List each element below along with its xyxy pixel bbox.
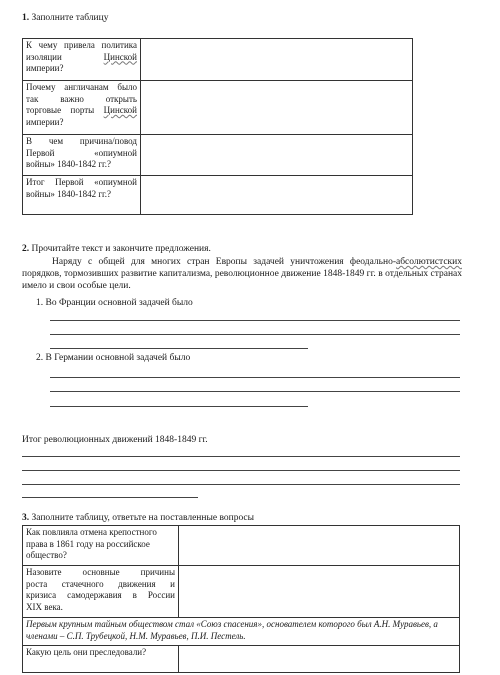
task3-question-1: Как повлияла отмена крепостного права в 1861 году на российское общество?: [23, 526, 179, 566]
task3-heading: [22, 512, 254, 524]
task3-question-4: Какую цель они преследовали?: [23, 646, 179, 673]
answer-line[interactable]: [50, 320, 460, 321]
answer-line[interactable]: [50, 334, 460, 335]
answer-line[interactable]: [22, 456, 460, 457]
answer-line[interactable]: [22, 497, 198, 498]
task1-question-3: В чем причина/повод Первой «опиумной войны» 1840-1842 гг.?: [23, 135, 141, 176]
task1-answer-4[interactable]: [141, 176, 413, 215]
task1-question-2: Почему англичанам было так важно открыть торговые порты Цинской империи?: [23, 81, 141, 135]
task1-answer-2[interactable]: [141, 81, 413, 135]
task3-title: Заполните таблицу, ответьте на поставленные вопросы: [31, 513, 255, 523]
task3-answer-1[interactable]: [179, 526, 460, 566]
task3-statement: Первым крупным тайным обществом стал «Союз спасения», основателем которого был А.Н. Муравьев, а членами – С.П. Трубецкой, Н.М. Муравьев, П.И. Пестель.: [23, 618, 460, 646]
answer-line[interactable]: [22, 470, 460, 471]
task1-title: Заполните таблицу: [31, 13, 109, 23]
answer-line[interactable]: [22, 484, 460, 485]
task1-number: 1.: [22, 13, 30, 23]
answer-line[interactable]: [50, 406, 308, 407]
task1-answer-1[interactable]: [141, 39, 413, 81]
task2-item-france: 1. Во Франции основной задачей было: [36, 298, 193, 308]
task3-table: [22, 525, 460, 673]
task3-answer-2[interactable]: [179, 566, 460, 618]
task2-item-germany: 2. В Германии основной задачей было: [36, 353, 191, 363]
task1-heading: [22, 12, 108, 24]
task2-summary: Итог революционных движений 1848-1849 гг.: [22, 435, 208, 445]
task1-question-4: Итог Первой «опиумной войны» 1840-1842 гг.?: [23, 176, 141, 215]
task3-question-2: Назовите основные причины роста стачечного движения и кризиса самодержавия в России XIX века.: [23, 566, 179, 618]
task2-number: 2.: [22, 244, 30, 254]
task1-question-1: К чему привела политика изоляции Цинской империи?: [23, 39, 141, 81]
task2-title: Прочитайте текст и закончите предложения.: [31, 244, 211, 254]
task2-paragraph: Наряду с общей для многих стран Европы задачей уничтожения феодально-абсолютистских порядков, тормозивших развитие капитализма, революционное движение 1848-1849 гг. в отдельных странах имело и свои особые цели.: [22, 257, 462, 291]
task1-answer-3[interactable]: [141, 135, 413, 176]
answer-line[interactable]: [50, 377, 460, 378]
task3-answer-4[interactable]: [179, 646, 460, 673]
task1-table: [22, 38, 413, 215]
task2-heading: [22, 243, 211, 255]
answer-line[interactable]: [50, 348, 308, 349]
answer-line[interactable]: [50, 391, 460, 392]
task3-number: 3.: [22, 513, 30, 523]
